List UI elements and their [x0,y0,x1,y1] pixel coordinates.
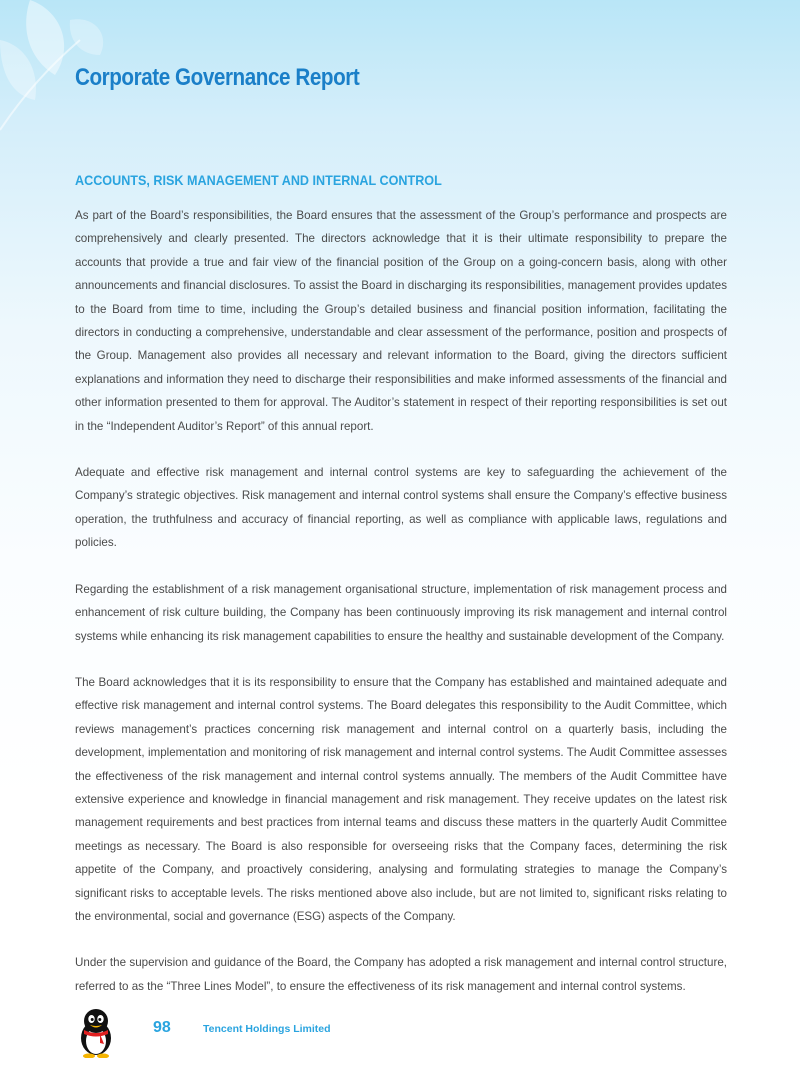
paragraph-three-lines-model: Under the supervision and guidance of the Board, the Company has adopted a risk management and internal control structure, referred to as the “Three Lines Model”, to ensure the effectiveness of its risk management and internal control systems. [75,956,727,993]
penguin-mascot-icon [74,1006,118,1058]
section-heading: ACCOUNTS, RISK MANAGEMENT AND INTERNAL CONTROL [75,172,442,188]
company-name: Tencent Holdings Limited [203,1023,331,1035]
paragraph-audit-committee: The Board acknowledges that it is its responsibility to ensure that the Company has established and maintained adequate and effective risk management and internal control systems. The Board delegates this responsibility to the Audit Committee, which reviews management’s practices concerning risk management and internal control on a quarterly basis, including the development, implementation and monitoring of risk management and internal control systems. The Audit Committee assesses the effectiveness of the risk management and internal control systems annually. The members of the Audit Committee have extensive experience and knowledge in financial management and risk management. They receive updates on the latest risk management requirements and best practices from internal teams and discuss these matters in the quarterly Audit Committee meetings as necessary. The Board is also responsible for overseeing risks that the Company faces, determining the risk appetite of the Company, and proactively considering, analysing and formulating strategies to manage the Company’s significant risks to acceptable levels. The risks mentioned above also include, but are not limited to, significant risks relating to the environmental, social and governance (ESG) aspects of the Company. [75,675,727,923]
paragraph-risk-structure: Regarding the establishment of a risk management organisational structure, implementation of risk management process and enhancement of risk culture building, the Company has been continuously improving its risk management and internal control systems while enhancing its risk management capabilities to ensure the healthy and sustainable development of the Company. [75,582,727,643]
page-title: Corporate Governance Report [75,64,360,91]
page-footer [0,1000,800,1085]
paragraph-board-responsibilities: As part of the Board’s responsibilities, the Board ensures that the assessment of the Group’s performance and prospects are comprehensively and clearly presented. The directors acknowledge that it is their ultimate responsibility to prepare the accounts that provide a true and fair view of the financial position of the Group on a going-concern basis, along with other announcements and financial disclosures. To assist the Board in discharging its responsibilities, management provides updates to the Board from time to time, including the Group’s detailed business and financial position information, facilitating the directors in conducting a comprehensive, understandable and clear assessment of the performance, position and prospects of the Group. Management also provides all necessary and relevant information to the Board, giving the directors sufficient explanations and information they need to discharge their responsibilities and make informed assessments of the financial and other information presented to them for approval. The Auditor’s statement in respect of their reporting responsibilities is set out in the “Independent Auditor’s Report” of this annual report. [75,209,727,433]
paragraph-risk-systems: Adequate and effective risk management and internal control systems are key to safeguarding the achievement of the Company’s strategic objectives. Risk management and internal control systems shall ensure the Company’s effective business operation, the truthfulness and accuracy of financial reporting, as well as compliance with applicable laws, regulations and policies. [75,466,727,550]
section-body [75,204,727,1021]
page-number: 98 [153,1019,171,1036]
